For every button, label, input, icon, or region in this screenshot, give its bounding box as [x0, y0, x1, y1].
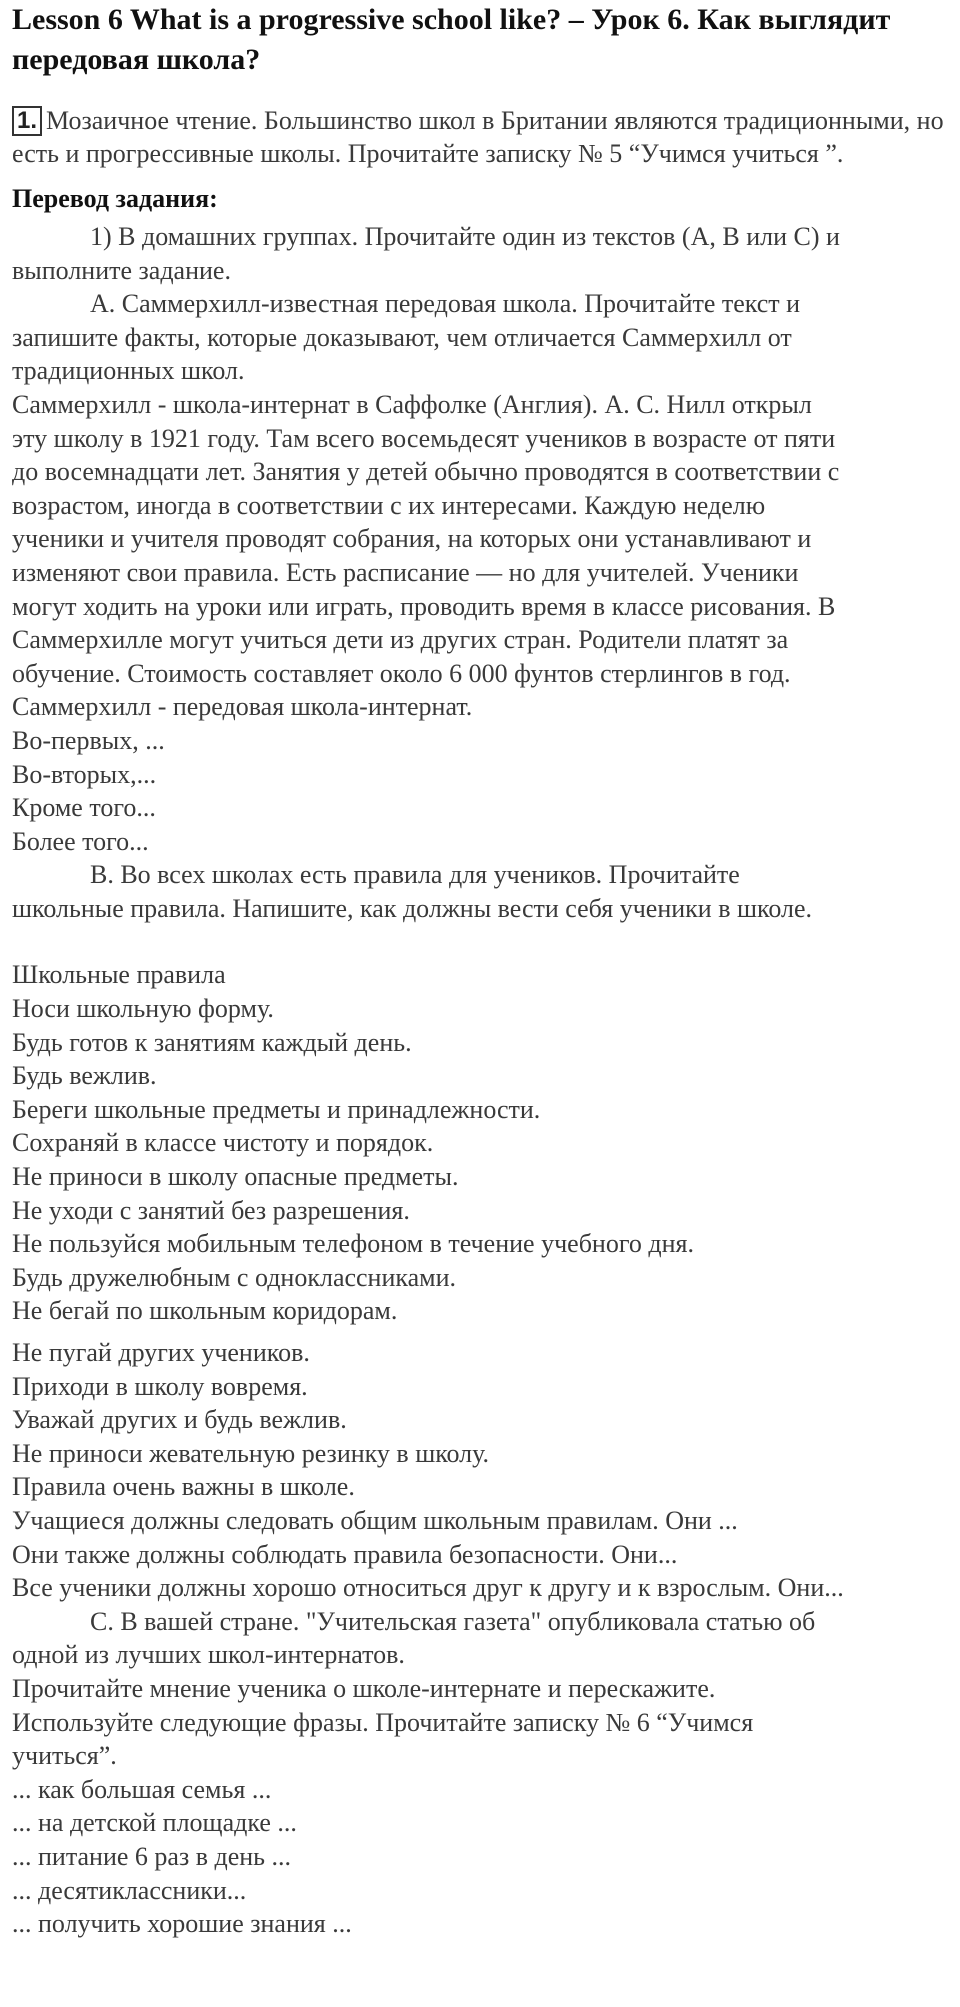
- text-line: A. Саммерхилл-известная передовая школа. Прочитайте текст и: [90, 289, 801, 319]
- text-line: 1) В домашних группах. Прочитайте один из текстов (А, В или С) и: [90, 222, 840, 251]
- text-line: до восемнадцати лет. Занятия у детей обычно проводятся в соответствии с: [12, 457, 840, 487]
- text-line: учиться”.: [12, 1741, 117, 1771]
- rule-item: Не пугай других учеников.: [12, 1338, 310, 1367]
- text-line: Во-вторых,...: [12, 759, 157, 789]
- text-line: Кроме того...: [12, 793, 156, 823]
- rule-item: Уважай других и будь вежлив.: [12, 1405, 347, 1435]
- text-line: Саммерхилле могут учиться дети из других стран. Родители платят за: [12, 625, 789, 655]
- task-1: [12, 104, 948, 170]
- rule-item: Не пользуйся мобильным телефоном в течение учебного дня.: [12, 1229, 694, 1259]
- text-line: возрастом, иногда в соответствии с их интересами. Каждую неделю: [12, 490, 766, 520]
- text-line: эту школу в 1921 году. Там всего восемьдесят учеников в возрасте от пяти: [12, 423, 836, 453]
- rule-item: Носи школьную форму.: [12, 994, 274, 1024]
- text-line: одной из лучших школ-интернатов.: [12, 1640, 405, 1670]
- phrase-item: ... как большая семья ...: [12, 1774, 272, 1804]
- rule-item: Не приноси в школу опасные предметы.: [12, 1162, 459, 1192]
- text-line: Они также должны соблюдать правила безопасности. Они...: [12, 1539, 678, 1569]
- text-block-part2: [12, 1336, 948, 1941]
- text-line: Учащиеся должны следовать общим школьным правилам. Они ...: [12, 1505, 738, 1535]
- phrase-item: ... получить хорошие знания ...: [12, 1909, 352, 1939]
- task-text: Мозаичное чтение. Большинство школ в Британии являются традиционными, но есть и прогрессивные школы. Прочитайте записку № 5 “Учимся учиться ”.: [12, 106, 944, 168]
- rule-item: Береги школьные предметы и принадлежности.: [12, 1094, 541, 1124]
- rule-item: Не уходи с занятий без разрешения.: [12, 1195, 410, 1225]
- text-line: Саммерхилл - школа-интернат в Саффолке (Англия). А. С. Нилл открыл: [12, 389, 812, 419]
- text-line: запишите факты, которые доказывают, чем отличается Саммерхилл от: [12, 322, 792, 352]
- text-line: выполните задание.: [12, 255, 231, 285]
- text-line: Все ученики должны хорошо относиться друг к другу и к взрослым. Они...: [12, 1573, 844, 1603]
- phrase-item: ... десятиклассники...: [12, 1875, 247, 1905]
- text-line: B. Во всех школах есть правила для учеников. Прочитайте: [90, 860, 740, 890]
- text-line: школьные правила. Напишите, как должны вести себя ученики в школе.: [12, 893, 812, 923]
- text-line: Прочитайте мнение ученика о школе-интернате и перескажите.: [12, 1673, 716, 1703]
- rule-item: Будь дружелюбным с одноклассниками.: [12, 1262, 457, 1292]
- rule-item: Не бегай по школьным коридорам.: [12, 1296, 398, 1326]
- task-number-badge: 1.: [12, 106, 42, 136]
- rule-item: Будь вежлив.: [12, 1061, 157, 1091]
- rule-item: Приходи в школу вовремя.: [12, 1371, 308, 1401]
- phrase-item: ... питание 6 раз в день ...: [12, 1841, 292, 1871]
- phrase-item: ... на детской площадке ...: [12, 1808, 297, 1838]
- text-line: Правила очень важны в школе.: [12, 1472, 355, 1502]
- text-line: Более того...: [12, 826, 149, 856]
- translation-subheading: Перевод задания:: [12, 184, 218, 213]
- text-block-part1: [12, 220, 948, 925]
- text-line: обучение. Стоимость составляет около 6 000 фунтов стерлингов в год.: [12, 658, 791, 688]
- text-line: могут ходить на уроки или играть, проводить время в классе рисования. В: [12, 591, 836, 621]
- spacer: [12, 925, 948, 958]
- rules-heading: Школьные правила: [12, 960, 226, 990]
- text-line: Во-первых, ...: [12, 725, 165, 755]
- text-line: ученики и учителя проводят собрания, на которых они устанавливают и: [12, 524, 812, 554]
- spacer: [12, 1328, 948, 1336]
- text-line: традиционных школ.: [12, 356, 245, 386]
- text-line: Используйте следующие фразы. Прочитайте записку № 6 “Учимся: [12, 1707, 754, 1737]
- rule-item: Сохраняй в классе чистоту и порядок.: [12, 1128, 434, 1158]
- rule-item: Будь готов к занятиям каждый день.: [12, 1027, 412, 1057]
- text-line: изменяют свои правила. Есть расписание — но для учителей. Ученики: [12, 557, 799, 587]
- school-rules-list: [12, 958, 948, 1328]
- text-line: Саммерхилл - передовая школа-интернат.: [12, 692, 473, 722]
- lesson-title: Lesson 6 What is a progressive school like? – Урок 6. Как выглядит передовая школа?: [12, 3, 891, 76]
- text-line: C. В вашей стране. "Учительская газета" опубликовала статью об: [90, 1606, 816, 1636]
- rule-item: Не приноси жевательную резинку в школу.: [12, 1438, 490, 1468]
